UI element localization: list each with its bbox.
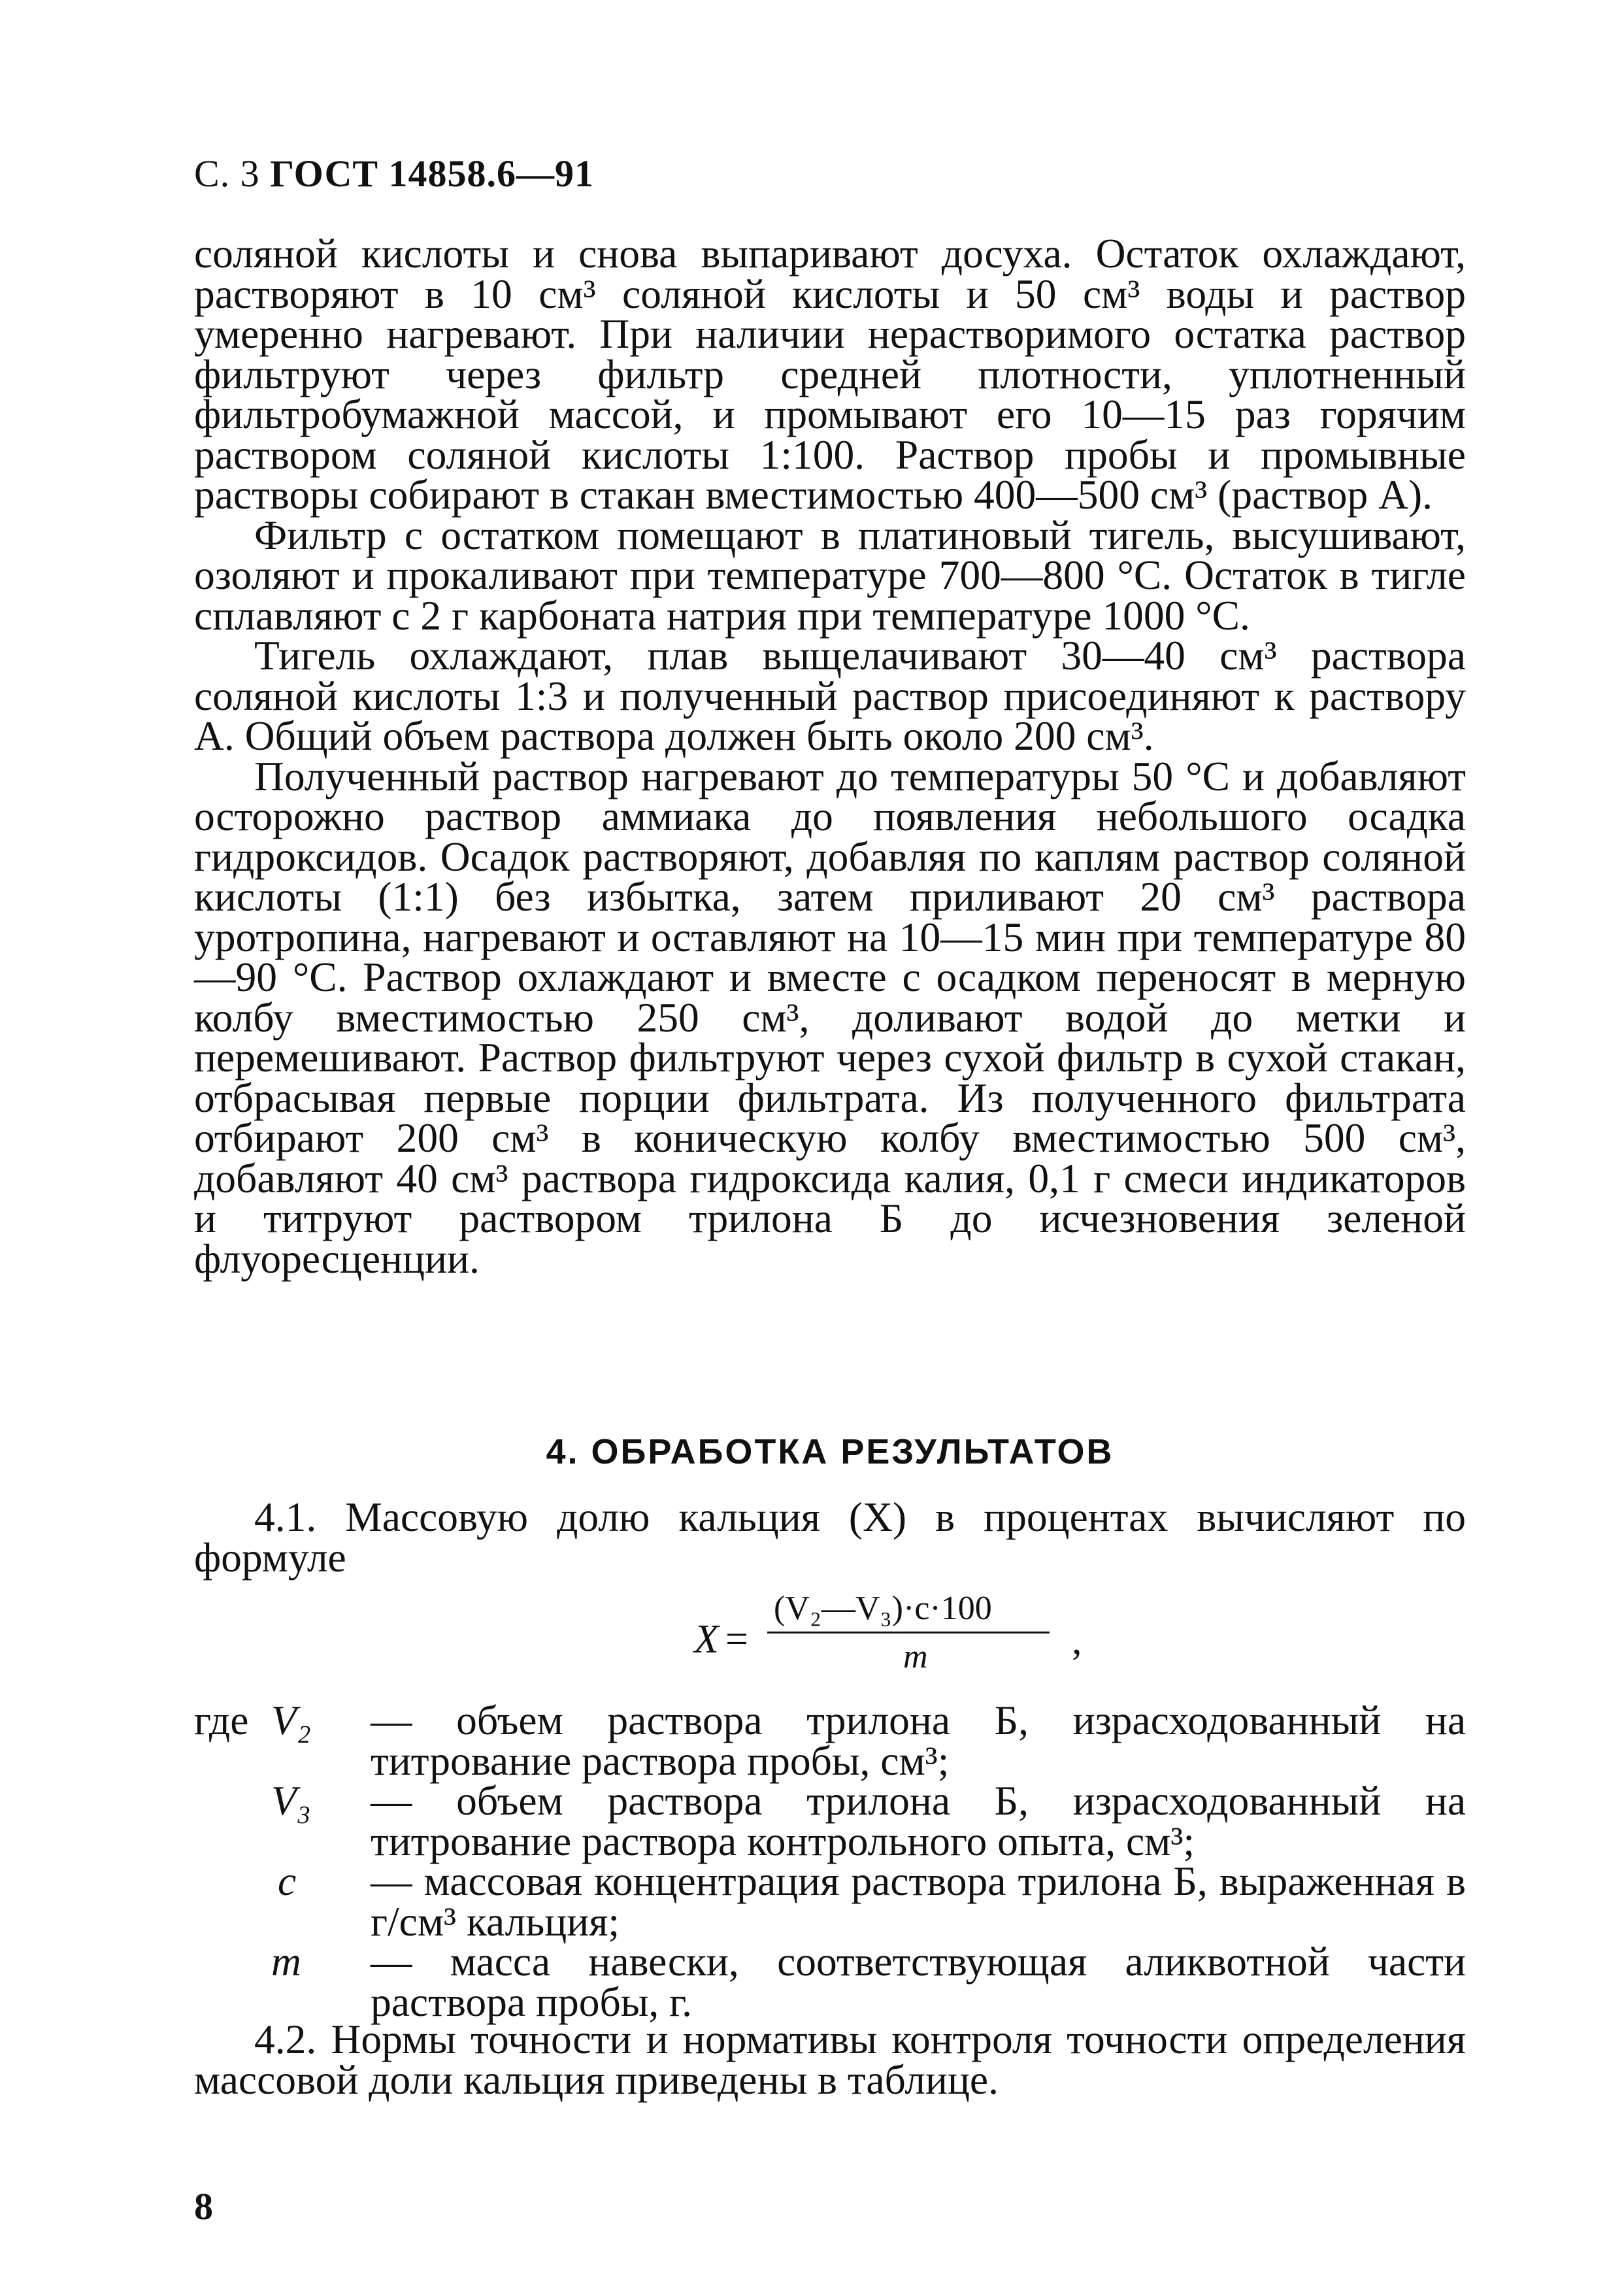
formula-comma: ,: [1072, 1618, 1082, 1663]
standard-code: ГОСТ 14858.6—91: [270, 152, 595, 195]
paragraph-filter-residue: Фильтр с остатком помещают в платиновый тигель, высушивают, озоляют и прокаливают при температуре 700—800 °С. Остаток в тигле сплавляют с 2 г карбоната натрия при температуре 1000 °С.: [194, 511, 1466, 639]
paragraph-dissolution: соляной кислоты и снова выпаривают досуха. Остаток охлаждают, растворяют в 10 см³ соляной кислоты и 50 см³ воды и раствор умеренно нагревают. При наличии нерастворимого остатка раствор фильтруют через фильтр средней плотности, уплотненный фильтробумажной массой, и промывают его 10—15 раз горячим раствором соляной кислоты 1:100. Раствор пробы и промывные растворы собирают в стакан вместимостью 400—500 см³ (раствор А).: [194, 230, 1466, 518]
formula-definitions: [194, 1697, 1467, 2025]
formula-equals: =: [725, 1617, 748, 1662]
clause-4-1: 4.1. Массовую долю кальция (X) в процентах вычисляют по формуле: [194, 1494, 1466, 1581]
definition-text-v2: — объем раствора трилона Б, израсходованный на титрование раствора пробы, см³;: [371, 1697, 1466, 1784]
page-number: 8: [194, 2185, 213, 2228]
fraction-bar: [767, 1632, 1050, 1633]
definition-symbol: V₃: [271, 1777, 311, 1824]
definition-symbol: V₂: [271, 1697, 311, 1743]
definition-symbol: c: [278, 1858, 297, 1904]
calcium-formula: [694, 1589, 1086, 1681]
definition-text-v3: — объем раствора трилона Б, израсходованный на титрование раствора контрольного опыта, см³;: [371, 1777, 1466, 1864]
where-label: где: [194, 1697, 249, 1743]
clause-4-2-block: [194, 2016, 1466, 2103]
formula-lhs: X: [694, 1617, 719, 1662]
definition-text-c: — массовая концентрация раствора трилона Б, выраженная в г/см³ кальция;: [371, 1858, 1466, 1945]
page-header: [194, 152, 594, 195]
definition-row: [194, 1938, 1467, 2025]
section-heading: 4. ОБРАБОТКА РЕЗУЛЬТАТОВ: [546, 1432, 1114, 1471]
definition-row: [194, 1697, 1466, 1784]
clause-4-1-block: [194, 1494, 1466, 1581]
formula-denominator: m: [903, 1638, 928, 1675]
page-label: С. 3: [194, 152, 260, 195]
formula-numerator: (V₂—V₃)·c·100: [774, 1590, 992, 1627]
definition-text-m: — масса навески, соответствующая аликвотной части раствора пробы, г.: [371, 1938, 1467, 2025]
definition-symbol: m: [271, 1938, 301, 1985]
method-text-block: [194, 230, 1466, 1282]
paragraph-titration: Полученный раствор нагревают до температуры 50 °С и добавляют осторожно раствор аммиака до появления небольшого осадка гидроксидов. Осадок растворяют, добавляя по каплям раствор соляной кислоты (1:1) без избытка, затем приливают 20 см³ раствора уротропина, нагревают и оставляют на 10—15 мин при температуре 80—90 °С. Раствор охлаждают и вместе с осадком переносят в мерную колбу вместимостью 250 см³, доливают водой до метки и перемешивают. Раствор фильтруют через сухой фильтр в сухой стакан, отбрасывая первые порции фильтрата. Из полученного фильтрата отбирают 200 см³ в коническую колбу вместимостью 500 см³, добавляют 40 см³ раствора гидроксида калия, 0,1 г смеси индикаторов и титруют раствором трилона Б до исчезновения зеленой флуоресценции.: [194, 752, 1466, 1282]
paragraph-melt-leaching: Тигель охлаждают, плав выщелачивают 30—40 см³ раствора соляной кислоты 1:3 и полученный раствор присоединяют к раствору А. Общий объем раствора должен быть около 200 см³.: [194, 632, 1466, 759]
definition-row: [194, 1777, 1466, 1864]
definition-row: [194, 1858, 1466, 1945]
clause-4-2: 4.2. Нормы точности и нормативы контроля точности определения массовой доли кальция приведены в таблице.: [194, 2016, 1466, 2103]
